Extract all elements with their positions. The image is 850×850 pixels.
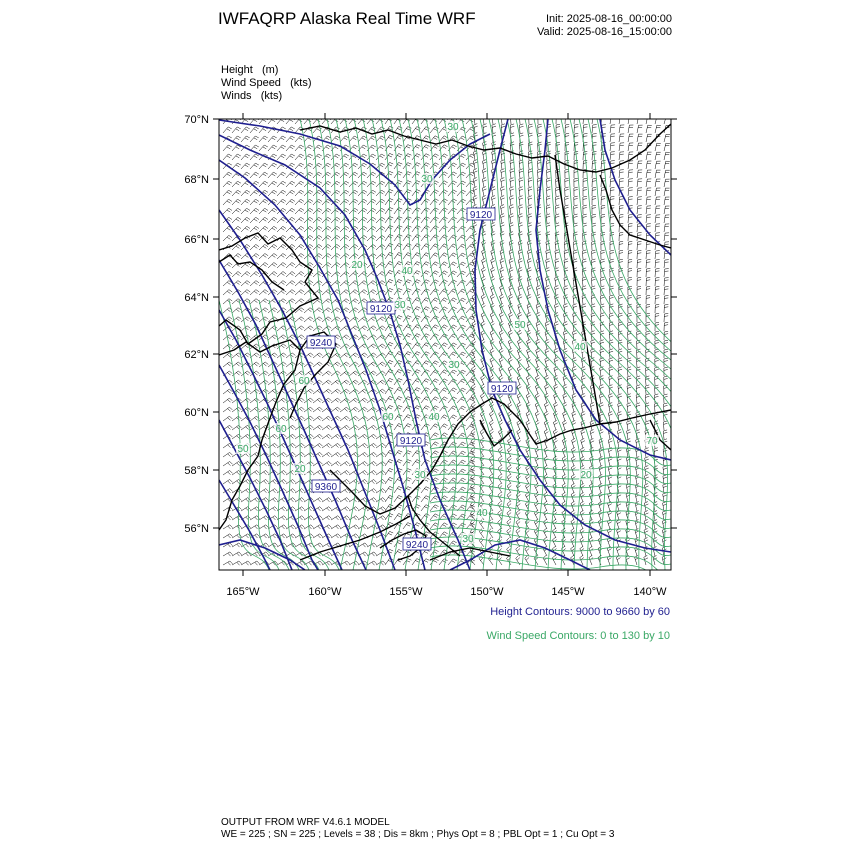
lon-label: 165°W [226,586,260,598]
lon-label: 155°W [389,586,423,598]
height-contour-label: 9360 [314,482,338,493]
wind-contour-labels [236,121,659,545]
wind-contour-label: 40 [428,412,440,423]
wind-contour-label: 20 [580,470,592,481]
lat-label: 56°N [184,523,209,535]
model-version: OUTPUT FROM WRF V4.6.1 MODEL [221,817,390,828]
model-footer [221,817,614,841]
lat-label: 62°N [184,349,209,361]
valid-time: Valid: 2025-08-16_15:00:00 [537,26,672,38]
lat-label: 64°N [184,292,209,304]
height-contours [219,119,671,570]
lat-label: 58°N [184,465,209,477]
lat-label: 70°N [184,114,209,126]
wind-contour-label: 50 [237,444,249,455]
field-winds: Winds (kts) [221,90,283,102]
wind-contour-label: 30 [394,300,406,311]
wind-contour-label: 40 [574,342,586,353]
lon-label: 145°W [551,586,585,598]
lat-label: 68°N [184,174,209,186]
lon-label: 160°W [308,586,342,598]
wind-contour-label: 30 [447,122,459,133]
wind-contour-label: 30 [448,360,460,371]
wind-contour-label: 20 [294,464,306,475]
lat-label: 66°N [184,234,209,246]
height-contour-label: 9240 [405,540,429,551]
wind-contour-line [369,119,457,570]
wind-contour-label: 60 [382,412,394,423]
wind-contour-label: 30 [421,174,433,185]
field-wind-speed: Wind Speed (kts) [221,77,312,89]
wind-contour-line [570,119,730,570]
model-config: WE = 225 ; SN = 225 ; Levels = 38 ; Dis = 8km ; Phys Opt = 8 ; PBL Opt = 1 ; Cu Opt = 3 [221,829,615,840]
height-contour-label: 9120 [469,210,493,221]
wind-contour-label: 50 [514,320,526,331]
wind-contour-label: 40 [401,266,413,277]
height-contour-line [219,260,366,570]
wind-contour-label: 20 [351,260,363,271]
map-title: IWFAQRP Alaska Real Time WRF [218,9,476,28]
wind-contour-line [430,438,671,466]
lat-label: 60°N [184,407,209,419]
wind-contour-label: 60 [298,376,310,387]
height-contour-legend: Height Contours: 9000 to 9660 by 60 [490,606,670,618]
wind-contour-label: 30 [414,470,426,481]
lon-label: 150°W [470,586,504,598]
height-contour-line [219,480,270,570]
height-contour-line [219,420,292,570]
init-time: Init: 2025-08-16_00:00:00 [546,13,672,25]
wind-contour-line [579,119,743,570]
height-contour-label: 9240 [309,338,333,349]
wind-contour-line [489,119,618,570]
height-contour-line [600,119,671,255]
field-height: Height (m) [221,64,279,76]
height-contour-label: 9120 [490,384,514,395]
height-contour-line [219,310,342,570]
wind-contour-label: 60 [275,424,287,435]
wind-contour-label: 40 [476,508,488,519]
height-contour-label: 9120 [369,304,393,315]
height-contour-label: 9120 [399,436,423,447]
wind-contour-legend: Wind Speed Contours: 0 to 130 by 10 [486,630,670,642]
wind-contour-label: 70 [646,436,658,447]
lon-label: 140°W [633,586,667,598]
height-contour-labels [307,208,516,551]
wind-contour-label: 30 [462,534,474,545]
